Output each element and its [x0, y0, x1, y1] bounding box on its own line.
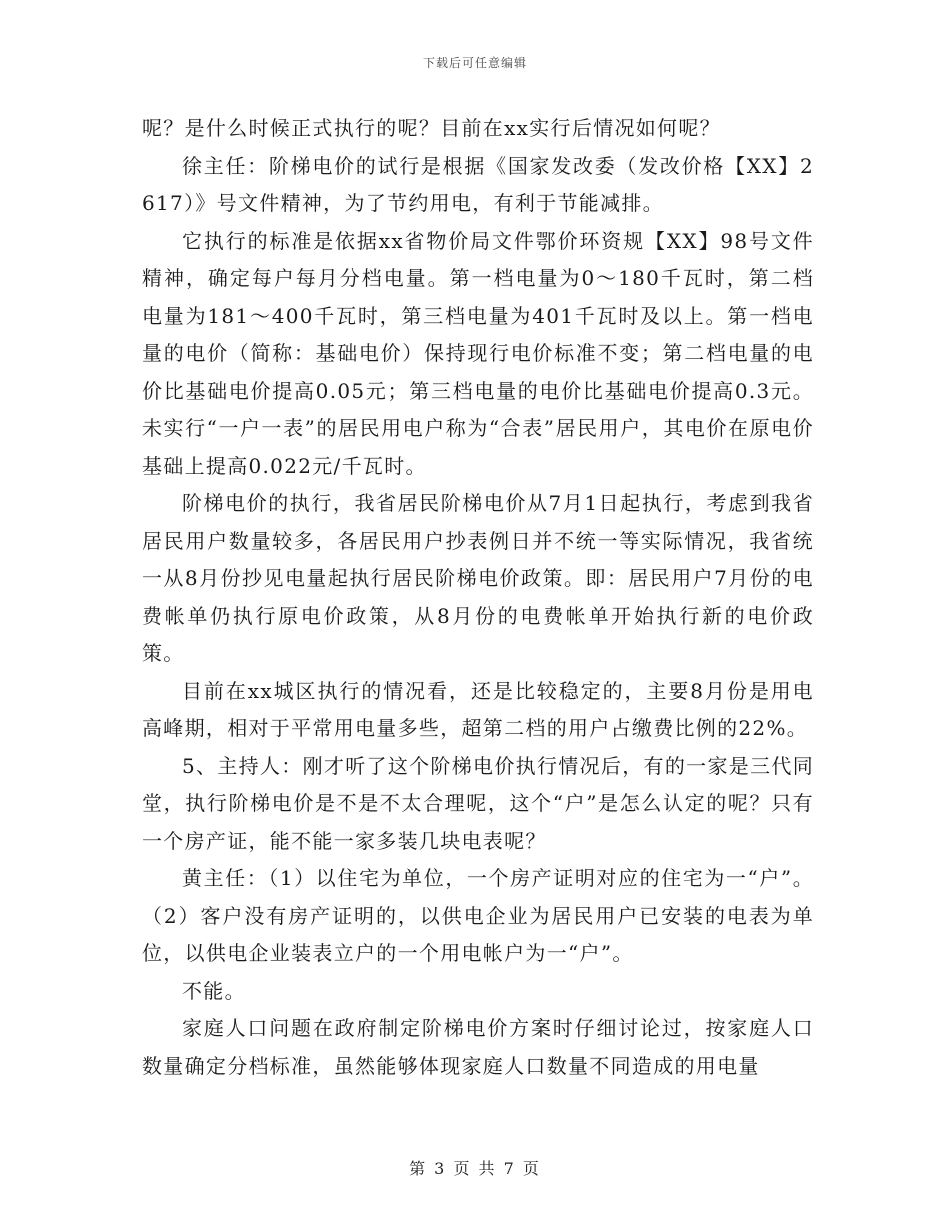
paragraph: 5、主持人：刚才听了这个阶梯电价执行情况后，有的一家是三代同堂，执行阶梯电价是不是不太合理呢，这个“户”是怎么认定的呢？只有一个房产证，能不能一家多装几块电表呢？: [142, 753, 814, 853]
paragraph: 黄主任：（1）以住宅为单位，一个房产证明对应的住宅为一“户”。（2）客户没有房产证明的，以供电企业为居民用户已安装的电表为单位，以供电企业装表立户的一个用电帐户为一“户”。: [142, 866, 814, 965]
document-body: [142, 110, 814, 1085]
paragraph-continuation: 呢？是什么时候正式执行的呢？目前在xx实行后情况如何呢？: [142, 116, 721, 140]
page-number-footer: 第 3 页 共 7 页: [409, 1159, 541, 1178]
paragraph: 它执行的标准是依据xx省物价局文件鄂价环资规【XX】98号文件精神，确定每户每月分档电量。第一档电量为0～180千瓦时，第二档电量为181～400千瓦时，第三档电量为401千瓦时及以上。第一档电量的电价（简称：基础电价）保持现行电价标准不变；第二档电量的电价比基础电价提高0.05元；第三档电量的电价比基础电价提高0.3元。未实行“一户一表”的居民用电户称为“合表”居民用户，其电价在原电价基础上提高0.022元/千瓦时。: [142, 228, 814, 478]
page-header: 下载后可任意编辑: [422, 56, 527, 70]
paragraph: 目前在xx城区执行的情况看，还是比较稳定的，主要8月份是用电高峰期，相对于平常用电量多些，超第二档的用户占缴费比例的22%。: [142, 678, 814, 740]
paragraph: 家庭人口问题在政府制定阶梯电价方案时仔细讨论过，按家庭人口数量确定分档标准，虽然能够体现家庭人口数量不同造成的用电量: [142, 1016, 814, 1078]
paragraph: 徐主任：阶梯电价的试行是根据《国家发改委（发改价格【XX】2617）》号文件精神，为了节约用电，有利于节能减排。: [142, 153, 814, 215]
paragraph: 阶梯电价的执行，我省居民阶梯电价从7月1日起执行，考虑到我省居民用户数量较多，各居民用户抄表例日并不统一等实际情况，我省统一从8月份抄见电量起执行居民阶梯电价政策。即：居民用户7月份的电费帐单仍执行原电价政策，从8月份的电费帐单开始执行新的电价政策。: [142, 491, 814, 665]
paragraph: 不能。: [182, 978, 246, 1003]
